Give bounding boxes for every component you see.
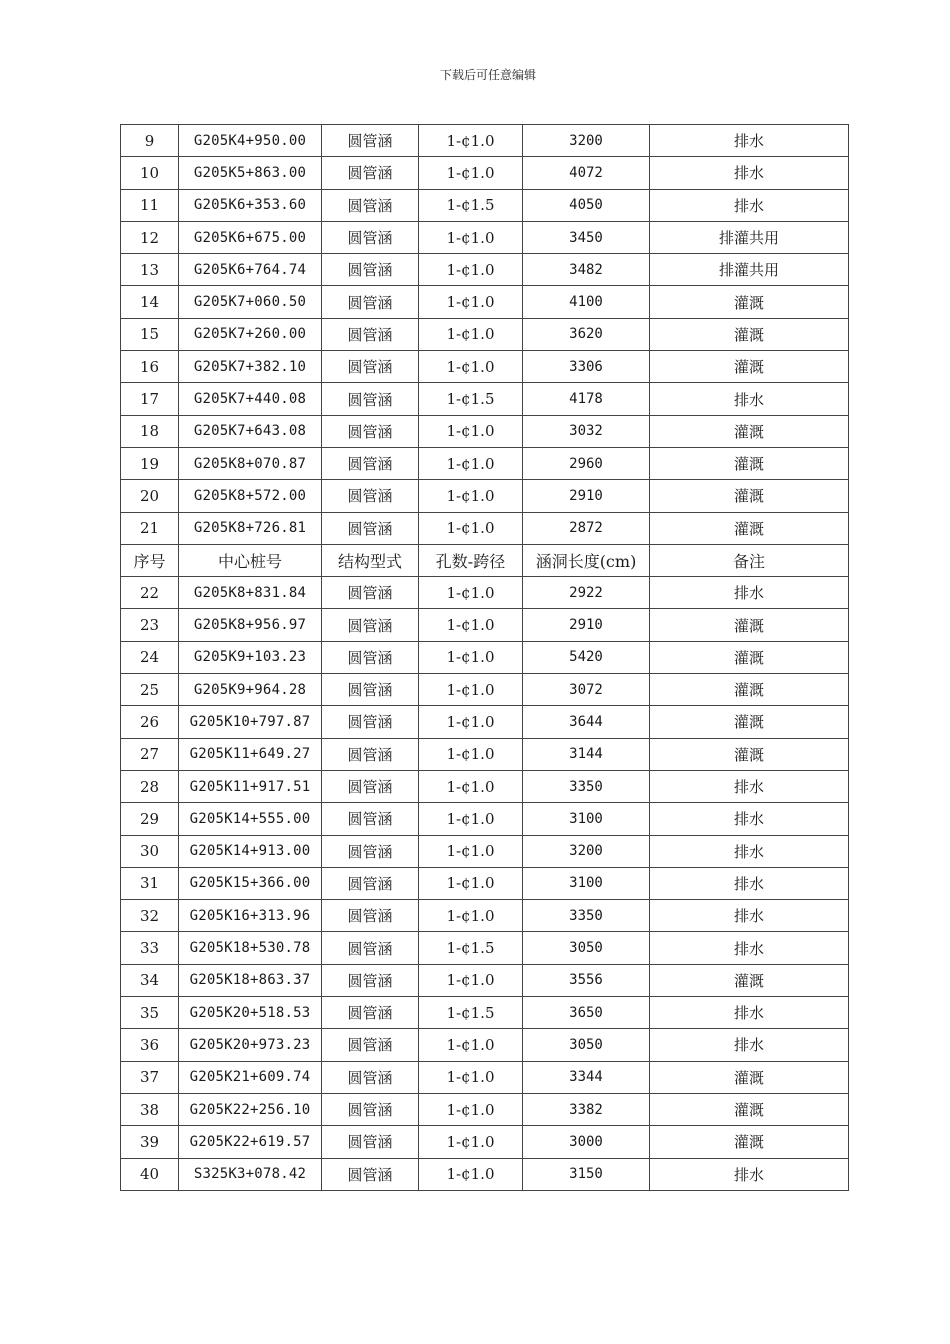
table-row (121, 674, 849, 706)
span-cell: 1-¢1.0 (419, 157, 523, 189)
structure-type-cell: 圆管涵 (322, 803, 419, 835)
span-cell: 1-¢1.5 (419, 932, 523, 964)
span-cell: 1-¢1.0 (419, 351, 523, 383)
table-row (121, 318, 849, 350)
table-row (121, 480, 849, 512)
table-row (121, 964, 849, 996)
remark-cell: 排灌共用 (650, 221, 849, 253)
remark-cell: 灌溉 (650, 1126, 849, 1158)
structure-type-cell: 圆管涵 (322, 932, 419, 964)
table-row (121, 189, 849, 221)
table-row (121, 383, 849, 415)
remark-cell: 灌溉 (650, 674, 849, 706)
remark-cell: 灌溉 (650, 738, 849, 770)
span-cell: 1-¢1.0 (419, 221, 523, 253)
remark-cell: 灌溉 (650, 480, 849, 512)
row-number-cell: 13 (121, 254, 179, 286)
length-cell: 4100 (523, 286, 650, 318)
remark-cell: 排水 (650, 1029, 849, 1061)
remark-cell: 灌溉 (650, 964, 849, 996)
station-cell: G205K18+863.37 (179, 964, 322, 996)
station-cell: G205K7+060.50 (179, 286, 322, 318)
table-row (121, 1029, 849, 1061)
remark-cell: 排水 (650, 383, 849, 415)
station-cell: S325K3+078.42 (179, 1158, 322, 1190)
remark-cell: 排水 (650, 157, 849, 189)
structure-type-cell: 圆管涵 (322, 125, 419, 157)
table-row (121, 932, 849, 964)
station-cell: G205K8+070.87 (179, 447, 322, 479)
structure-type-cell: 圆管涵 (322, 351, 419, 383)
station-cell: G205K20+973.23 (179, 1029, 322, 1061)
structure-type-cell: 圆管涵 (322, 835, 419, 867)
station-cell: G205K6+353.60 (179, 189, 322, 221)
table-row (121, 125, 849, 157)
station-cell: G205K7+643.08 (179, 415, 322, 447)
row-number-cell: 17 (121, 383, 179, 415)
length-cell: 3382 (523, 1093, 650, 1125)
structure-type-cell: 圆管涵 (322, 1093, 419, 1125)
column-header: 中心桩号 (179, 544, 322, 576)
row-number-cell: 16 (121, 351, 179, 383)
length-cell: 4178 (523, 383, 650, 415)
row-number-cell: 35 (121, 997, 179, 1029)
row-number-cell: 11 (121, 189, 179, 221)
structure-type-cell: 圆管涵 (322, 189, 419, 221)
station-cell: G205K9+964.28 (179, 674, 322, 706)
page-header-note: 下载后可任意编辑 (439, 68, 536, 82)
span-cell: 1-¢1.5 (419, 997, 523, 1029)
table-row (121, 1158, 849, 1190)
table-body (121, 125, 849, 1191)
station-cell: G205K8+726.81 (179, 512, 322, 544)
span-cell: 1-¢1.0 (419, 480, 523, 512)
remark-cell: 灌溉 (650, 641, 849, 673)
table-row (121, 835, 849, 867)
column-header: 涵洞长度(cm) (523, 544, 650, 576)
length-cell: 3620 (523, 318, 650, 350)
length-cell: 2910 (523, 480, 650, 512)
table-header-row (121, 544, 849, 576)
station-cell: G205K7+440.08 (179, 383, 322, 415)
station-cell: G205K10+797.87 (179, 706, 322, 738)
span-cell: 1-¢1.0 (419, 706, 523, 738)
remark-cell: 排水 (650, 803, 849, 835)
station-cell: G205K6+675.00 (179, 221, 322, 253)
structure-type-cell: 圆管涵 (322, 738, 419, 770)
row-number-cell: 14 (121, 286, 179, 318)
span-cell: 1-¢1.0 (419, 770, 523, 802)
length-cell: 3200 (523, 125, 650, 157)
row-number-cell: 31 (121, 867, 179, 899)
structure-type-cell: 圆管涵 (322, 964, 419, 996)
span-cell: 1-¢1.5 (419, 189, 523, 221)
station-cell: G205K16+313.96 (179, 900, 322, 932)
span-cell: 1-¢1.0 (419, 318, 523, 350)
length-cell: 3050 (523, 1029, 650, 1061)
span-cell: 1-¢1.0 (419, 447, 523, 479)
table-row (121, 157, 849, 189)
structure-type-cell: 圆管涵 (322, 447, 419, 479)
remark-cell: 灌溉 (650, 1061, 849, 1093)
remark-cell: 灌溉 (650, 415, 849, 447)
station-cell: G205K18+530.78 (179, 932, 322, 964)
row-number-cell: 12 (121, 221, 179, 253)
span-cell: 1-¢1.5 (419, 383, 523, 415)
remark-cell: 灌溉 (650, 351, 849, 383)
remark-cell: 灌溉 (650, 609, 849, 641)
structure-type-cell: 圆管涵 (322, 480, 419, 512)
span-cell: 1-¢1.0 (419, 1061, 523, 1093)
row-number-cell: 32 (121, 900, 179, 932)
station-cell: G205K7+260.00 (179, 318, 322, 350)
structure-type-cell: 圆管涵 (322, 706, 419, 738)
row-number-cell: 28 (121, 770, 179, 802)
structure-type-cell: 圆管涵 (322, 1061, 419, 1093)
span-cell: 1-¢1.0 (419, 1158, 523, 1190)
span-cell: 1-¢1.0 (419, 964, 523, 996)
table-row (121, 738, 849, 770)
structure-type-cell: 圆管涵 (322, 770, 419, 802)
length-cell: 4072 (523, 157, 650, 189)
station-cell: G205K15+366.00 (179, 867, 322, 899)
span-cell: 1-¢1.0 (419, 867, 523, 899)
structure-type-cell: 圆管涵 (322, 415, 419, 447)
row-number-cell: 10 (121, 157, 179, 189)
row-number-cell: 19 (121, 447, 179, 479)
span-cell: 1-¢1.0 (419, 125, 523, 157)
span-cell: 1-¢1.0 (419, 415, 523, 447)
row-number-cell: 23 (121, 609, 179, 641)
table-row (121, 254, 849, 286)
table-row (121, 1093, 849, 1125)
station-cell: G205K11+649.27 (179, 738, 322, 770)
row-number-cell: 22 (121, 577, 179, 609)
column-header: 备注 (650, 544, 849, 576)
remark-cell: 灌溉 (650, 447, 849, 479)
station-cell: G205K5+863.00 (179, 157, 322, 189)
remark-cell: 排水 (650, 125, 849, 157)
row-number-cell: 33 (121, 932, 179, 964)
structure-type-cell: 圆管涵 (322, 318, 419, 350)
remark-cell: 灌溉 (650, 286, 849, 318)
length-cell: 2910 (523, 609, 650, 641)
row-number-cell: 37 (121, 1061, 179, 1093)
length-cell: 2960 (523, 447, 650, 479)
remark-cell: 排水 (650, 835, 849, 867)
span-cell: 1-¢1.0 (419, 900, 523, 932)
length-cell: 3556 (523, 964, 650, 996)
structure-type-cell: 圆管涵 (322, 577, 419, 609)
remark-cell: 排水 (650, 189, 849, 221)
span-cell: 1-¢1.0 (419, 674, 523, 706)
table-row (121, 867, 849, 899)
length-cell: 3350 (523, 770, 650, 802)
table-row (121, 1061, 849, 1093)
remark-cell: 灌溉 (650, 706, 849, 738)
remark-cell: 灌溉 (650, 318, 849, 350)
station-cell: G205K14+913.00 (179, 835, 322, 867)
column-header: 结构型式 (322, 544, 419, 576)
station-cell: G205K14+555.00 (179, 803, 322, 835)
row-number-cell: 27 (121, 738, 179, 770)
length-cell: 3000 (523, 1126, 650, 1158)
station-cell: G205K20+518.53 (179, 997, 322, 1029)
table-row (121, 609, 849, 641)
station-cell: G205K11+917.51 (179, 770, 322, 802)
station-cell: G205K4+950.00 (179, 125, 322, 157)
table-row (121, 1126, 849, 1158)
length-cell: 3482 (523, 254, 650, 286)
station-cell: G205K8+831.84 (179, 577, 322, 609)
column-header: 孔数-跨径 (419, 544, 523, 576)
span-cell: 1-¢1.0 (419, 641, 523, 673)
remark-cell: 排水 (650, 577, 849, 609)
length-cell: 5420 (523, 641, 650, 673)
table-row (121, 415, 849, 447)
span-cell: 1-¢1.0 (419, 254, 523, 286)
length-cell: 3050 (523, 932, 650, 964)
structure-type-cell: 圆管涵 (322, 383, 419, 415)
span-cell: 1-¢1.0 (419, 609, 523, 641)
length-cell: 3072 (523, 674, 650, 706)
row-number-cell: 15 (121, 318, 179, 350)
remark-cell: 排水 (650, 932, 849, 964)
row-number-cell: 21 (121, 512, 179, 544)
remark-cell: 灌溉 (650, 512, 849, 544)
table-row (121, 286, 849, 318)
structure-type-cell: 圆管涵 (322, 674, 419, 706)
row-number-cell: 9 (121, 125, 179, 157)
table-row (121, 641, 849, 673)
span-cell: 1-¢1.0 (419, 738, 523, 770)
length-cell: 3450 (523, 221, 650, 253)
structure-type-cell: 圆管涵 (322, 641, 419, 673)
table-row (121, 221, 849, 253)
span-cell: 1-¢1.0 (419, 1093, 523, 1125)
span-cell: 1-¢1.0 (419, 512, 523, 544)
table-row (121, 803, 849, 835)
length-cell: 3344 (523, 1061, 650, 1093)
table-row (121, 577, 849, 609)
structure-type-cell: 圆管涵 (322, 512, 419, 544)
span-cell: 1-¢1.0 (419, 803, 523, 835)
table-row (121, 351, 849, 383)
remark-cell: 排水 (650, 997, 849, 1029)
structure-type-cell: 圆管涵 (322, 997, 419, 1029)
length-cell: 3150 (523, 1158, 650, 1190)
row-number-cell: 36 (121, 1029, 179, 1061)
table-row (121, 900, 849, 932)
length-cell: 3350 (523, 900, 650, 932)
row-number-cell: 40 (121, 1158, 179, 1190)
table-row (121, 706, 849, 738)
row-number-cell: 29 (121, 803, 179, 835)
length-cell: 4050 (523, 189, 650, 221)
structure-type-cell: 圆管涵 (322, 157, 419, 189)
length-cell: 3200 (523, 835, 650, 867)
row-number-cell: 30 (121, 835, 179, 867)
span-cell: 1-¢1.0 (419, 1126, 523, 1158)
station-cell: G205K7+382.10 (179, 351, 322, 383)
structure-type-cell: 圆管涵 (322, 1029, 419, 1061)
length-cell: 3100 (523, 867, 650, 899)
structure-type-cell: 圆管涵 (322, 900, 419, 932)
structure-type-cell: 圆管涵 (322, 1158, 419, 1190)
culvert-table (120, 124, 849, 1191)
station-cell: G205K8+956.97 (179, 609, 322, 641)
row-number-cell: 34 (121, 964, 179, 996)
row-number-cell: 38 (121, 1093, 179, 1125)
remark-cell: 排水 (650, 900, 849, 932)
length-cell: 2922 (523, 577, 650, 609)
station-cell: G205K8+572.00 (179, 480, 322, 512)
station-cell: G205K21+609.74 (179, 1061, 322, 1093)
table-row (121, 447, 849, 479)
span-cell: 1-¢1.0 (419, 577, 523, 609)
length-cell: 3100 (523, 803, 650, 835)
structure-type-cell: 圆管涵 (322, 609, 419, 641)
structure-type-cell: 圆管涵 (322, 867, 419, 899)
structure-type-cell: 圆管涵 (322, 221, 419, 253)
row-number-cell: 18 (121, 415, 179, 447)
length-cell: 3650 (523, 997, 650, 1029)
row-number-cell: 39 (121, 1126, 179, 1158)
station-cell: G205K9+103.23 (179, 641, 322, 673)
remark-cell: 排水 (650, 867, 849, 899)
row-number-cell: 24 (121, 641, 179, 673)
remark-cell: 排水 (650, 1158, 849, 1190)
span-cell: 1-¢1.0 (419, 1029, 523, 1061)
length-cell: 2872 (523, 512, 650, 544)
station-cell: G205K6+764.74 (179, 254, 322, 286)
remark-cell: 排水 (650, 770, 849, 802)
length-cell: 3032 (523, 415, 650, 447)
structure-type-cell: 圆管涵 (322, 286, 419, 318)
structure-type-cell: 圆管涵 (322, 254, 419, 286)
length-cell: 3306 (523, 351, 650, 383)
remark-cell: 排灌共用 (650, 254, 849, 286)
structure-type-cell: 圆管涵 (322, 1126, 419, 1158)
span-cell: 1-¢1.0 (419, 835, 523, 867)
length-cell: 3644 (523, 706, 650, 738)
row-number-cell: 26 (121, 706, 179, 738)
span-cell: 1-¢1.0 (419, 286, 523, 318)
table-row (121, 770, 849, 802)
station-cell: G205K22+256.10 (179, 1093, 322, 1125)
row-number-cell: 20 (121, 480, 179, 512)
row-number-cell: 25 (121, 674, 179, 706)
remark-cell: 灌溉 (650, 1093, 849, 1125)
column-header: 序号 (121, 544, 179, 576)
length-cell: 3144 (523, 738, 650, 770)
table-row (121, 997, 849, 1029)
table-row (121, 512, 849, 544)
station-cell: G205K22+619.57 (179, 1126, 322, 1158)
